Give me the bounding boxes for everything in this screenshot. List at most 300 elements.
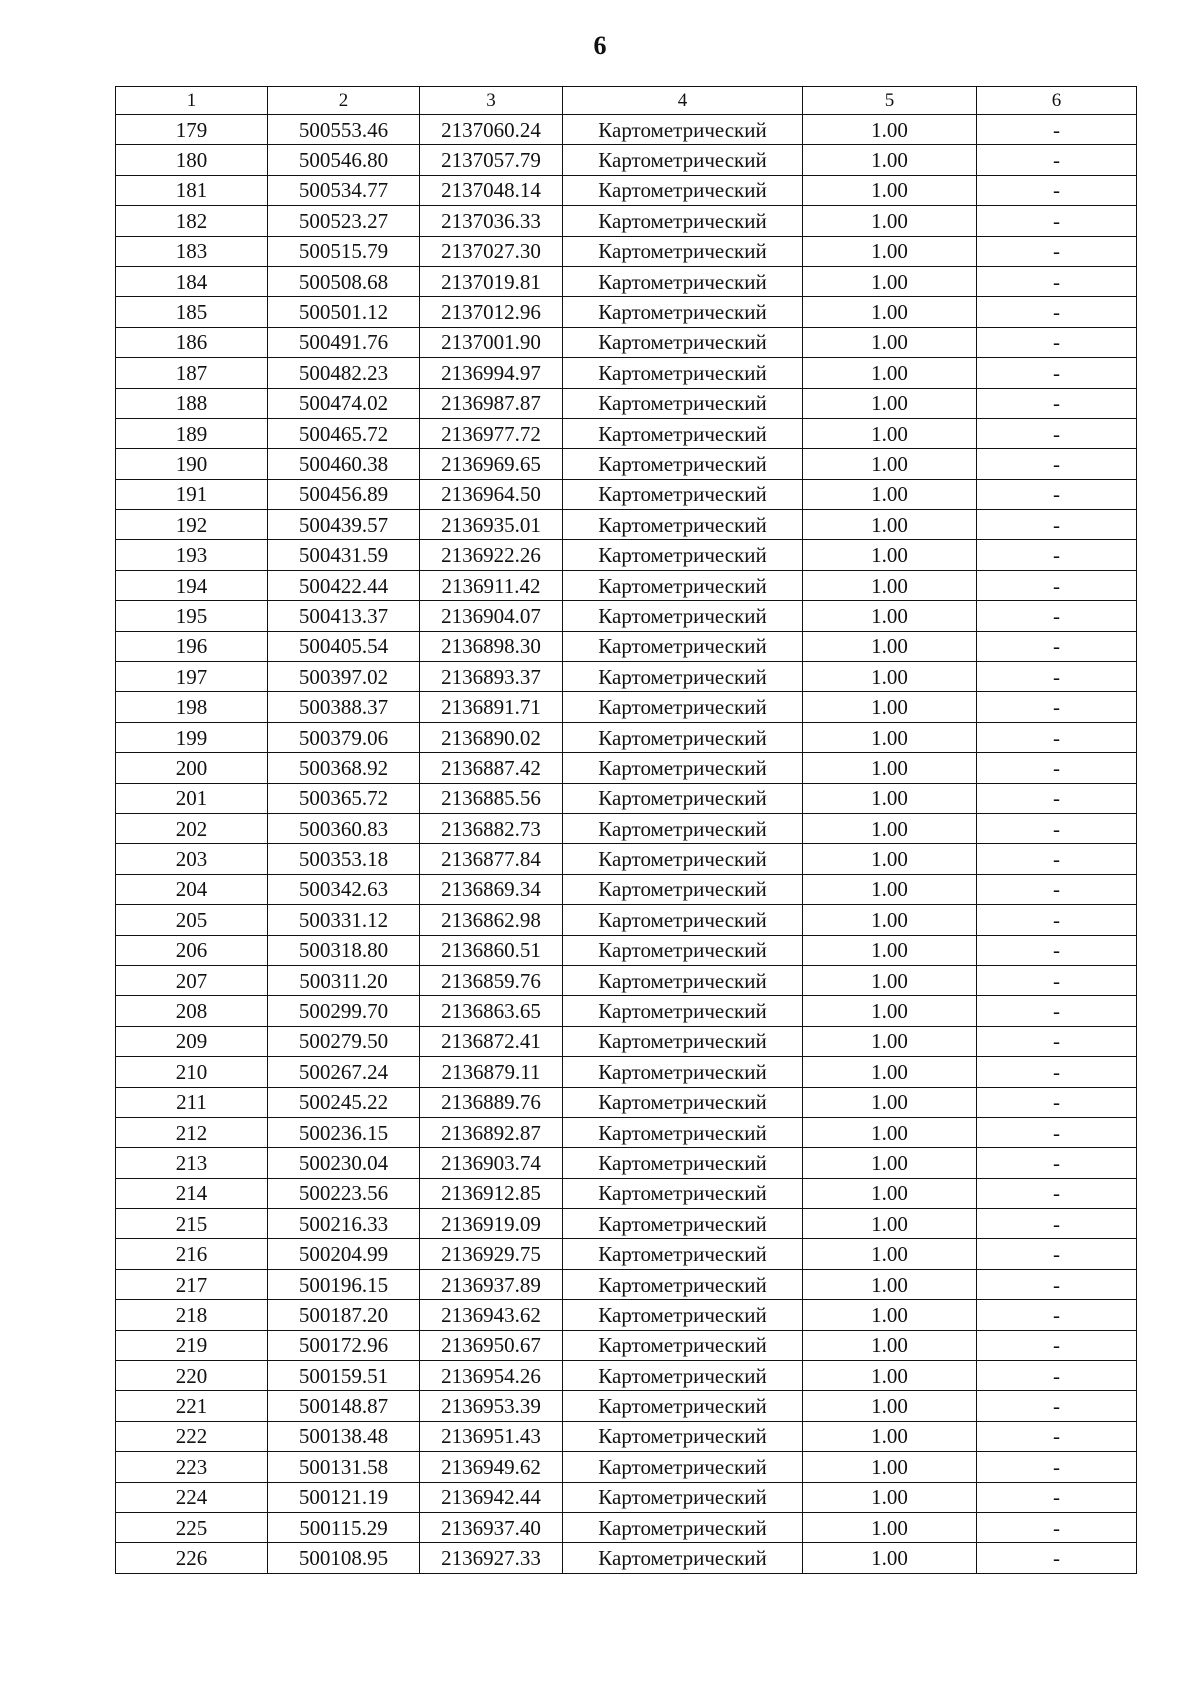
method-cell: Картометрический bbox=[563, 1421, 803, 1451]
table-row bbox=[116, 753, 1137, 783]
point-number-cell: 206 bbox=[116, 935, 268, 965]
accuracy-cell: 1.00 bbox=[803, 358, 977, 388]
x-coordinate-cell: 500501.12 bbox=[268, 297, 420, 327]
description-cell: - bbox=[977, 601, 1137, 631]
table-row bbox=[116, 266, 1137, 296]
table-row bbox=[116, 1148, 1137, 1178]
y-coordinate-cell: 2136892.87 bbox=[420, 1117, 563, 1147]
y-coordinate-cell: 2136872.41 bbox=[420, 1026, 563, 1056]
method-cell: Картометрический bbox=[563, 115, 803, 145]
y-coordinate-cell: 2136903.74 bbox=[420, 1148, 563, 1178]
method-cell: Картометрический bbox=[563, 753, 803, 783]
y-coordinate-cell: 2136877.84 bbox=[420, 844, 563, 874]
x-coordinate-cell: 500546.80 bbox=[268, 145, 420, 175]
accuracy-cell: 1.00 bbox=[803, 206, 977, 236]
table-row bbox=[116, 1117, 1137, 1147]
point-number-cell: 195 bbox=[116, 601, 268, 631]
x-coordinate-cell: 500353.18 bbox=[268, 844, 420, 874]
x-coordinate-cell: 500148.87 bbox=[268, 1391, 420, 1421]
point-number-cell: 201 bbox=[116, 783, 268, 813]
y-coordinate-cell: 2136893.37 bbox=[420, 662, 563, 692]
method-cell: Картометрический bbox=[563, 1391, 803, 1421]
description-cell: - bbox=[977, 813, 1137, 843]
x-coordinate-cell: 500187.20 bbox=[268, 1300, 420, 1330]
column-header-2: 2 bbox=[268, 87, 420, 115]
accuracy-cell: 1.00 bbox=[803, 874, 977, 904]
table-row bbox=[116, 1300, 1137, 1330]
table-row bbox=[116, 844, 1137, 874]
description-cell: - bbox=[977, 418, 1137, 448]
point-number-cell: 217 bbox=[116, 1269, 268, 1299]
table-row bbox=[116, 1421, 1137, 1451]
description-cell: - bbox=[977, 1452, 1137, 1482]
x-coordinate-cell: 500365.72 bbox=[268, 783, 420, 813]
point-number-cell: 185 bbox=[116, 297, 268, 327]
x-coordinate-cell: 500491.76 bbox=[268, 327, 420, 357]
description-cell: - bbox=[977, 1361, 1137, 1391]
point-number-cell: 222 bbox=[116, 1421, 268, 1451]
accuracy-cell: 1.00 bbox=[803, 965, 977, 995]
description-cell: - bbox=[977, 1178, 1137, 1208]
description-cell: - bbox=[977, 1330, 1137, 1360]
point-number-cell: 180 bbox=[116, 145, 268, 175]
point-number-cell: 199 bbox=[116, 722, 268, 752]
method-cell: Картометрический bbox=[563, 266, 803, 296]
x-coordinate-cell: 500331.12 bbox=[268, 905, 420, 935]
description-cell: - bbox=[977, 783, 1137, 813]
method-cell: Картометрический bbox=[563, 1543, 803, 1573]
accuracy-cell: 1.00 bbox=[803, 540, 977, 570]
table-body bbox=[116, 115, 1137, 1574]
method-cell: Картометрический bbox=[563, 540, 803, 570]
x-coordinate-cell: 500311.20 bbox=[268, 965, 420, 995]
accuracy-cell: 1.00 bbox=[803, 996, 977, 1026]
y-coordinate-cell: 2136929.75 bbox=[420, 1239, 563, 1269]
y-coordinate-cell: 2137048.14 bbox=[420, 175, 563, 205]
accuracy-cell: 1.00 bbox=[803, 1512, 977, 1542]
description-cell: - bbox=[977, 479, 1137, 509]
table-row bbox=[116, 905, 1137, 935]
method-cell: Картометрический bbox=[563, 1087, 803, 1117]
description-cell: - bbox=[977, 540, 1137, 570]
accuracy-cell: 1.00 bbox=[803, 1178, 977, 1208]
point-number-cell: 216 bbox=[116, 1239, 268, 1269]
y-coordinate-cell: 2136890.02 bbox=[420, 722, 563, 752]
description-cell: - bbox=[977, 206, 1137, 236]
description-cell: - bbox=[977, 115, 1137, 145]
point-number-cell: 226 bbox=[116, 1543, 268, 1573]
point-number-cell: 186 bbox=[116, 327, 268, 357]
description-cell: - bbox=[977, 297, 1137, 327]
y-coordinate-cell: 2136922.26 bbox=[420, 540, 563, 570]
table-row bbox=[116, 479, 1137, 509]
method-cell: Картометрический bbox=[563, 1117, 803, 1147]
table-row bbox=[116, 996, 1137, 1026]
accuracy-cell: 1.00 bbox=[803, 905, 977, 935]
accuracy-cell: 1.00 bbox=[803, 388, 977, 418]
description-cell: - bbox=[977, 1239, 1137, 1269]
table-row bbox=[116, 722, 1137, 752]
accuracy-cell: 1.00 bbox=[803, 1269, 977, 1299]
x-coordinate-cell: 500368.92 bbox=[268, 753, 420, 783]
x-coordinate-cell: 500196.15 bbox=[268, 1269, 420, 1299]
description-cell: - bbox=[977, 996, 1137, 1026]
point-number-cell: 193 bbox=[116, 540, 268, 570]
y-coordinate-cell: 2136951.43 bbox=[420, 1421, 563, 1451]
y-coordinate-cell: 2136887.42 bbox=[420, 753, 563, 783]
method-cell: Картометрический bbox=[563, 1361, 803, 1391]
accuracy-cell: 1.00 bbox=[803, 1421, 977, 1451]
x-coordinate-cell: 500422.44 bbox=[268, 570, 420, 600]
point-number-cell: 207 bbox=[116, 965, 268, 995]
column-header-6: 6 bbox=[977, 87, 1137, 115]
point-number-cell: 210 bbox=[116, 1057, 268, 1087]
table-row bbox=[116, 1452, 1137, 1482]
table-row bbox=[116, 358, 1137, 388]
x-coordinate-cell: 500236.15 bbox=[268, 1117, 420, 1147]
table-row bbox=[116, 145, 1137, 175]
accuracy-cell: 1.00 bbox=[803, 631, 977, 661]
accuracy-cell: 1.00 bbox=[803, 844, 977, 874]
description-cell: - bbox=[977, 145, 1137, 175]
x-coordinate-cell: 500299.70 bbox=[268, 996, 420, 1026]
point-number-cell: 211 bbox=[116, 1087, 268, 1117]
method-cell: Картометрический bbox=[563, 1178, 803, 1208]
y-coordinate-cell: 2137019.81 bbox=[420, 266, 563, 296]
table-row bbox=[116, 297, 1137, 327]
y-coordinate-cell: 2136860.51 bbox=[420, 935, 563, 965]
x-coordinate-cell: 500121.19 bbox=[268, 1482, 420, 1512]
method-cell: Картометрический bbox=[563, 479, 803, 509]
description-cell: - bbox=[977, 631, 1137, 661]
method-cell: Картометрический bbox=[563, 965, 803, 995]
method-cell: Картометрический bbox=[563, 1148, 803, 1178]
description-cell: - bbox=[977, 965, 1137, 995]
description-cell: - bbox=[977, 1087, 1137, 1117]
y-coordinate-cell: 2137060.24 bbox=[420, 115, 563, 145]
point-number-cell: 184 bbox=[116, 266, 268, 296]
x-coordinate-cell: 500204.99 bbox=[268, 1239, 420, 1269]
y-coordinate-cell: 2136937.89 bbox=[420, 1269, 563, 1299]
x-coordinate-cell: 500245.22 bbox=[268, 1087, 420, 1117]
table-row bbox=[116, 1209, 1137, 1239]
method-cell: Картометрический bbox=[563, 631, 803, 661]
description-cell: - bbox=[977, 1209, 1137, 1239]
x-coordinate-cell: 500397.02 bbox=[268, 662, 420, 692]
accuracy-cell: 1.00 bbox=[803, 449, 977, 479]
description-cell: - bbox=[977, 905, 1137, 935]
description-cell: - bbox=[977, 1421, 1137, 1451]
y-coordinate-cell: 2136927.33 bbox=[420, 1543, 563, 1573]
accuracy-cell: 1.00 bbox=[803, 813, 977, 843]
method-cell: Картометрический bbox=[563, 783, 803, 813]
y-coordinate-cell: 2136977.72 bbox=[420, 418, 563, 448]
method-cell: Картометрический bbox=[563, 996, 803, 1026]
x-coordinate-cell: 500279.50 bbox=[268, 1026, 420, 1056]
point-number-cell: 223 bbox=[116, 1452, 268, 1482]
y-coordinate-cell: 2136943.62 bbox=[420, 1300, 563, 1330]
method-cell: Картометрический bbox=[563, 1057, 803, 1087]
description-cell: - bbox=[977, 1512, 1137, 1542]
x-coordinate-cell: 500534.77 bbox=[268, 175, 420, 205]
accuracy-cell: 1.00 bbox=[803, 662, 977, 692]
x-coordinate-cell: 500108.95 bbox=[268, 1543, 420, 1573]
y-coordinate-cell: 2136964.50 bbox=[420, 479, 563, 509]
accuracy-cell: 1.00 bbox=[803, 510, 977, 540]
description-cell: - bbox=[977, 1057, 1137, 1087]
y-coordinate-cell: 2137057.79 bbox=[420, 145, 563, 175]
y-coordinate-cell: 2136949.62 bbox=[420, 1452, 563, 1482]
accuracy-cell: 1.00 bbox=[803, 1087, 977, 1117]
accuracy-cell: 1.00 bbox=[803, 783, 977, 813]
y-coordinate-cell: 2136969.65 bbox=[420, 449, 563, 479]
description-cell: - bbox=[977, 662, 1137, 692]
point-number-cell: 220 bbox=[116, 1361, 268, 1391]
method-cell: Картометрический bbox=[563, 388, 803, 418]
accuracy-cell: 1.00 bbox=[803, 266, 977, 296]
accuracy-cell: 1.00 bbox=[803, 692, 977, 722]
table-row bbox=[116, 874, 1137, 904]
table-row bbox=[116, 1087, 1137, 1117]
y-coordinate-cell: 2136863.65 bbox=[420, 996, 563, 1026]
method-cell: Картометрический bbox=[563, 1512, 803, 1542]
y-coordinate-cell: 2136987.87 bbox=[420, 388, 563, 418]
method-cell: Картометрический bbox=[563, 662, 803, 692]
point-number-cell: 213 bbox=[116, 1148, 268, 1178]
table-row bbox=[116, 1330, 1137, 1360]
y-coordinate-cell: 2136911.42 bbox=[420, 570, 563, 600]
method-cell: Картометрический bbox=[563, 601, 803, 631]
y-coordinate-cell: 2136889.76 bbox=[420, 1087, 563, 1117]
point-number-cell: 215 bbox=[116, 1209, 268, 1239]
method-cell: Картометрический bbox=[563, 145, 803, 175]
x-coordinate-cell: 500456.89 bbox=[268, 479, 420, 509]
table-row bbox=[116, 388, 1137, 418]
point-number-cell: 218 bbox=[116, 1300, 268, 1330]
x-coordinate-cell: 500131.58 bbox=[268, 1452, 420, 1482]
accuracy-cell: 1.00 bbox=[803, 297, 977, 327]
point-number-cell: 190 bbox=[116, 449, 268, 479]
point-number-cell: 179 bbox=[116, 115, 268, 145]
table-row bbox=[116, 449, 1137, 479]
point-number-cell: 198 bbox=[116, 692, 268, 722]
method-cell: Картометрический bbox=[563, 236, 803, 266]
x-coordinate-cell: 500460.38 bbox=[268, 449, 420, 479]
table-row bbox=[116, 1269, 1137, 1299]
accuracy-cell: 1.00 bbox=[803, 722, 977, 752]
y-coordinate-cell: 2137027.30 bbox=[420, 236, 563, 266]
method-cell: Картометрический bbox=[563, 813, 803, 843]
method-cell: Картометрический bbox=[563, 1482, 803, 1512]
point-number-cell: 202 bbox=[116, 813, 268, 843]
x-coordinate-cell: 500216.33 bbox=[268, 1209, 420, 1239]
accuracy-cell: 1.00 bbox=[803, 1543, 977, 1573]
x-coordinate-cell: 500267.24 bbox=[268, 1057, 420, 1087]
x-coordinate-cell: 500230.04 bbox=[268, 1148, 420, 1178]
point-number-cell: 224 bbox=[116, 1482, 268, 1512]
description-cell: - bbox=[977, 358, 1137, 388]
accuracy-cell: 1.00 bbox=[803, 753, 977, 783]
method-cell: Картометрический bbox=[563, 1300, 803, 1330]
x-coordinate-cell: 500523.27 bbox=[268, 206, 420, 236]
accuracy-cell: 1.00 bbox=[803, 1482, 977, 1512]
accuracy-cell: 1.00 bbox=[803, 1330, 977, 1360]
point-number-cell: 189 bbox=[116, 418, 268, 448]
point-number-cell: 205 bbox=[116, 905, 268, 935]
y-coordinate-cell: 2137001.90 bbox=[420, 327, 563, 357]
y-coordinate-cell: 2136935.01 bbox=[420, 510, 563, 540]
point-number-cell: 183 bbox=[116, 236, 268, 266]
accuracy-cell: 1.00 bbox=[803, 479, 977, 509]
description-cell: - bbox=[977, 510, 1137, 540]
column-header-3: 3 bbox=[420, 87, 563, 115]
description-cell: - bbox=[977, 935, 1137, 965]
accuracy-cell: 1.00 bbox=[803, 1452, 977, 1482]
y-coordinate-cell: 2137036.33 bbox=[420, 206, 563, 236]
accuracy-cell: 1.00 bbox=[803, 1148, 977, 1178]
accuracy-cell: 1.00 bbox=[803, 1361, 977, 1391]
x-coordinate-cell: 500413.37 bbox=[268, 601, 420, 631]
point-number-cell: 192 bbox=[116, 510, 268, 540]
table-row bbox=[116, 662, 1137, 692]
point-number-cell: 191 bbox=[116, 479, 268, 509]
description-cell: - bbox=[977, 722, 1137, 752]
table-row bbox=[116, 1026, 1137, 1056]
method-cell: Картометрический bbox=[563, 570, 803, 600]
method-cell: Картометрический bbox=[563, 874, 803, 904]
x-coordinate-cell: 500379.06 bbox=[268, 722, 420, 752]
method-cell: Картометрический bbox=[563, 935, 803, 965]
point-number-cell: 194 bbox=[116, 570, 268, 600]
y-coordinate-cell: 2136885.56 bbox=[420, 783, 563, 813]
x-coordinate-cell: 500553.46 bbox=[268, 115, 420, 145]
y-coordinate-cell: 2136919.09 bbox=[420, 1209, 563, 1239]
accuracy-cell: 1.00 bbox=[803, 570, 977, 600]
description-cell: - bbox=[977, 1391, 1137, 1421]
header-row bbox=[116, 87, 1137, 115]
table-row bbox=[116, 783, 1137, 813]
y-coordinate-cell: 2136994.97 bbox=[420, 358, 563, 388]
point-number-cell: 197 bbox=[116, 662, 268, 692]
table-row bbox=[116, 540, 1137, 570]
method-cell: Картометрический bbox=[563, 722, 803, 752]
description-cell: - bbox=[977, 1269, 1137, 1299]
y-coordinate-cell: 2136862.98 bbox=[420, 905, 563, 935]
description-cell: - bbox=[977, 1300, 1137, 1330]
description-cell: - bbox=[977, 570, 1137, 600]
description-cell: - bbox=[977, 449, 1137, 479]
point-number-cell: 181 bbox=[116, 175, 268, 205]
table-row bbox=[116, 327, 1137, 357]
y-coordinate-cell: 2136898.30 bbox=[420, 631, 563, 661]
accuracy-cell: 1.00 bbox=[803, 1391, 977, 1421]
description-cell: - bbox=[977, 266, 1137, 296]
accuracy-cell: 1.00 bbox=[803, 1209, 977, 1239]
point-number-cell: 187 bbox=[116, 358, 268, 388]
table-row bbox=[116, 570, 1137, 600]
method-cell: Картометрический bbox=[563, 1269, 803, 1299]
point-number-cell: 196 bbox=[116, 631, 268, 661]
description-cell: - bbox=[977, 327, 1137, 357]
method-cell: Картометрический bbox=[563, 1452, 803, 1482]
description-cell: - bbox=[977, 692, 1137, 722]
method-cell: Картометрический bbox=[563, 905, 803, 935]
table-row bbox=[116, 813, 1137, 843]
method-cell: Картометрический bbox=[563, 297, 803, 327]
x-coordinate-cell: 500439.57 bbox=[268, 510, 420, 540]
accuracy-cell: 1.00 bbox=[803, 145, 977, 175]
method-cell: Картометрический bbox=[563, 175, 803, 205]
x-coordinate-cell: 500508.68 bbox=[268, 266, 420, 296]
x-coordinate-cell: 500405.54 bbox=[268, 631, 420, 661]
accuracy-cell: 1.00 bbox=[803, 601, 977, 631]
method-cell: Картометрический bbox=[563, 692, 803, 722]
table-row bbox=[116, 1361, 1137, 1391]
column-header-1: 1 bbox=[116, 87, 268, 115]
table-row bbox=[116, 601, 1137, 631]
point-number-cell: 221 bbox=[116, 1391, 268, 1421]
point-number-cell: 225 bbox=[116, 1512, 268, 1542]
table-row bbox=[116, 1482, 1137, 1512]
point-number-cell: 188 bbox=[116, 388, 268, 418]
y-coordinate-cell: 2136912.85 bbox=[420, 1178, 563, 1208]
table-row bbox=[116, 1239, 1137, 1269]
table-row bbox=[116, 1543, 1137, 1573]
point-number-cell: 203 bbox=[116, 844, 268, 874]
x-coordinate-cell: 500318.80 bbox=[268, 935, 420, 965]
point-number-cell: 219 bbox=[116, 1330, 268, 1360]
point-number-cell: 182 bbox=[116, 206, 268, 236]
table-row bbox=[116, 935, 1137, 965]
x-coordinate-cell: 500223.56 bbox=[268, 1178, 420, 1208]
table-row bbox=[116, 1512, 1137, 1542]
method-cell: Картометрический bbox=[563, 358, 803, 388]
y-coordinate-cell: 2136882.73 bbox=[420, 813, 563, 843]
table-row bbox=[116, 1391, 1137, 1421]
table-row bbox=[116, 236, 1137, 266]
method-cell: Картометрический bbox=[563, 510, 803, 540]
y-coordinate-cell: 2136879.11 bbox=[420, 1057, 563, 1087]
method-cell: Картометрический bbox=[563, 1026, 803, 1056]
point-number-cell: 208 bbox=[116, 996, 268, 1026]
accuracy-cell: 1.00 bbox=[803, 1026, 977, 1056]
x-coordinate-cell: 500388.37 bbox=[268, 692, 420, 722]
accuracy-cell: 1.00 bbox=[803, 115, 977, 145]
description-cell: - bbox=[977, 1026, 1137, 1056]
description-cell: - bbox=[977, 388, 1137, 418]
x-coordinate-cell: 500138.48 bbox=[268, 1421, 420, 1451]
accuracy-cell: 1.00 bbox=[803, 935, 977, 965]
page-number: 6 bbox=[593, 31, 607, 60]
y-coordinate-cell: 2136954.26 bbox=[420, 1361, 563, 1391]
y-coordinate-cell: 2136859.76 bbox=[420, 965, 563, 995]
description-cell: - bbox=[977, 1148, 1137, 1178]
point-number-cell: 214 bbox=[116, 1178, 268, 1208]
method-cell: Картометрический bbox=[563, 418, 803, 448]
accuracy-cell: 1.00 bbox=[803, 418, 977, 448]
y-coordinate-cell: 2136953.39 bbox=[420, 1391, 563, 1421]
x-coordinate-cell: 500360.83 bbox=[268, 813, 420, 843]
y-coordinate-cell: 2136950.67 bbox=[420, 1330, 563, 1360]
description-cell: - bbox=[977, 175, 1137, 205]
table-row bbox=[116, 965, 1137, 995]
method-cell: Картометрический bbox=[563, 844, 803, 874]
table-row bbox=[116, 631, 1137, 661]
description-cell: - bbox=[977, 1482, 1137, 1512]
y-coordinate-cell: 2136904.07 bbox=[420, 601, 563, 631]
x-coordinate-cell: 500115.29 bbox=[268, 1512, 420, 1542]
y-coordinate-cell: 2136937.40 bbox=[420, 1512, 563, 1542]
